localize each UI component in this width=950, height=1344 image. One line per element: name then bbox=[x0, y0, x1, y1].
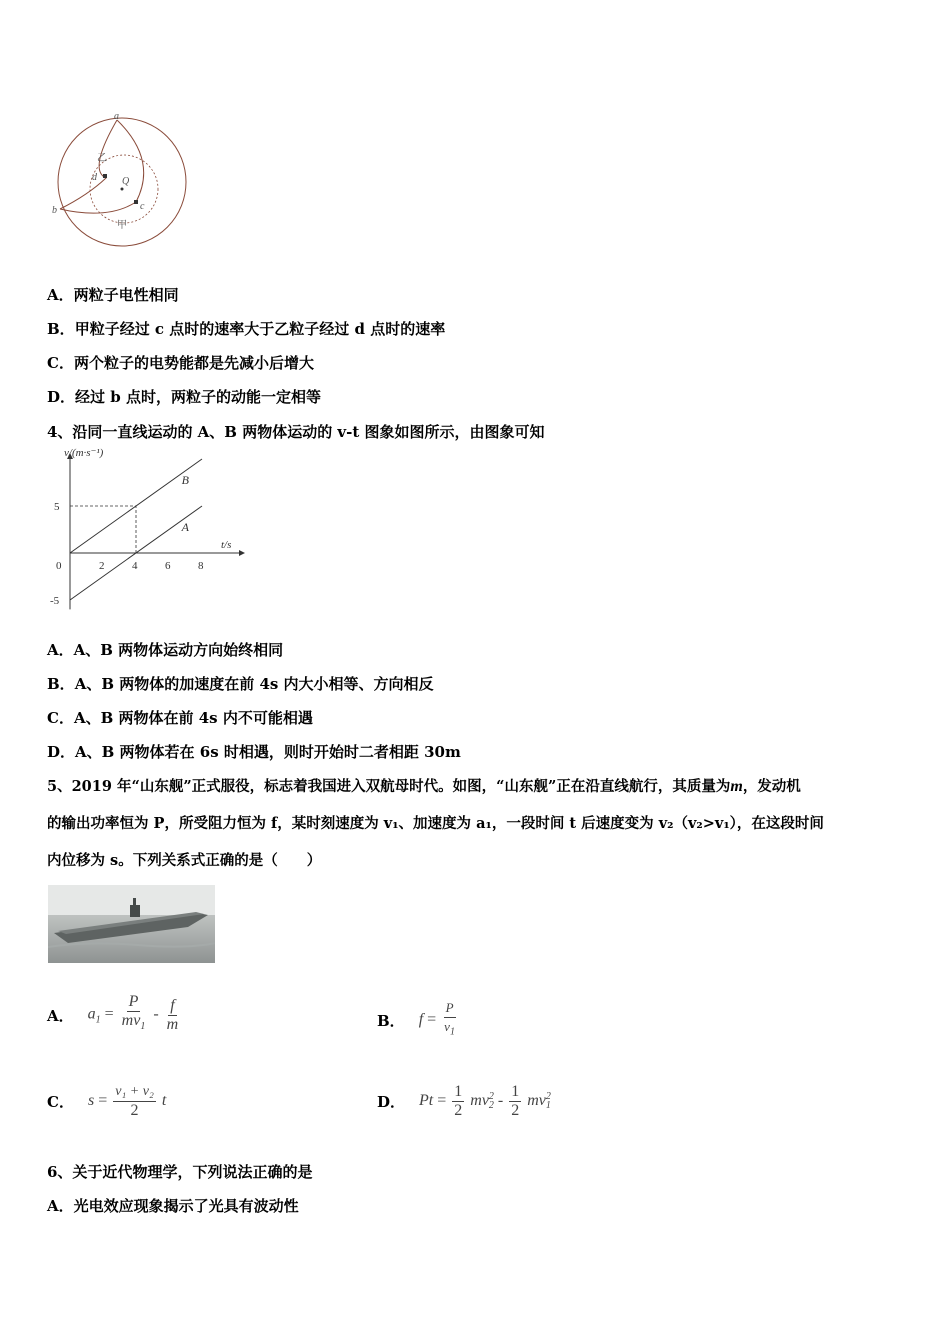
formula-c-eq: = bbox=[98, 1091, 108, 1109]
formula-d-term2: mv bbox=[527, 1091, 546, 1109]
formula-d-term1: mv bbox=[470, 1091, 489, 1109]
carrier-island bbox=[130, 905, 140, 917]
formula-b-frac-den bbox=[442, 1018, 457, 1042]
q5-option-d bbox=[377, 1075, 551, 1127]
label-yi: 乙 bbox=[97, 153, 107, 164]
y-tick-label: -5 bbox=[50, 595, 60, 607]
q6-stem: 6、关于近代物理学，下列说法正确的是 bbox=[47, 1163, 313, 1181]
label-b: b bbox=[52, 205, 57, 216]
option-label: A． bbox=[47, 286, 74, 304]
point-q bbox=[121, 188, 124, 191]
formula-b-frac-num: P bbox=[444, 999, 456, 1018]
formula-d-eq: = bbox=[437, 1091, 447, 1109]
formula-a bbox=[88, 993, 183, 1036]
formula-d-frac1-num: 1 bbox=[454, 1082, 463, 1100]
x-axis-label: t/s bbox=[221, 539, 232, 551]
formula-c-frac bbox=[113, 1083, 156, 1120]
q4-option-a bbox=[47, 640, 283, 660]
formula-c-t: t bbox=[161, 1091, 167, 1109]
option-text: 两粒子电性相同 bbox=[73, 286, 179, 304]
formula-d-term2-sub: 1 bbox=[545, 1100, 551, 1111]
q4-stem: 4、沿同一直线运动的 A、B 两物体运动的 v-t 图象如图所示，由图象可知 bbox=[47, 423, 545, 441]
x-tick-label: 4 bbox=[132, 560, 138, 572]
label-q: Q bbox=[122, 176, 130, 187]
point-c bbox=[134, 200, 138, 204]
formula-d-term2-sup: 2 bbox=[545, 1091, 551, 1102]
formula-a-frac2-den: m bbox=[166, 1015, 179, 1033]
option-label: B． bbox=[47, 675, 75, 693]
q4-option-c bbox=[47, 708, 313, 728]
option-text: 光电效应现象揭示了光具有波动性 bbox=[73, 1197, 299, 1215]
q3-option-d bbox=[47, 387, 321, 407]
option-label: A． bbox=[47, 1006, 74, 1025]
formula-d-minus: - bbox=[497, 1091, 504, 1109]
option-label: B． bbox=[377, 1011, 405, 1030]
q3-option-c bbox=[47, 353, 314, 373]
q5-stem-line1 bbox=[47, 777, 801, 797]
trajectory-yi bbox=[60, 120, 117, 209]
formula-a-frac1-den bbox=[120, 1012, 148, 1036]
formula-b bbox=[419, 999, 459, 1042]
point-d bbox=[103, 174, 107, 178]
aircraft-carrier-photo bbox=[48, 885, 215, 963]
q6-option-a bbox=[47, 1196, 299, 1216]
formula-a-frac1-den-sub: 1 bbox=[140, 1021, 146, 1033]
option-label: D． bbox=[47, 743, 76, 761]
option-text: A、B 两物体的加速度在前 4s 内大小相等、方向相反 bbox=[74, 675, 434, 693]
q4-option-d bbox=[47, 742, 461, 762]
formula-d-frac1-den: 2 bbox=[454, 1101, 463, 1119]
formula-a-minus: - bbox=[153, 1005, 159, 1023]
option-label: A． bbox=[47, 1197, 74, 1215]
formula-a-frac1-den-main: mv bbox=[121, 1012, 141, 1030]
q5-option-a bbox=[47, 990, 182, 1040]
formula-d-lhs: Pt bbox=[419, 1091, 434, 1109]
option-text: 甲粒子经过 c 点时的速率大于乙粒子经过 d 点时的速率 bbox=[74, 320, 446, 338]
series-label-a: A bbox=[181, 519, 189, 534]
q5-stem-m: m bbox=[730, 778, 743, 795]
formula-d-term1-sup: 2 bbox=[488, 1091, 494, 1102]
x-axis-arrow bbox=[239, 550, 245, 556]
option-label: D． bbox=[47, 388, 76, 406]
option-label: D． bbox=[377, 1092, 406, 1111]
q3-option-a bbox=[47, 285, 179, 305]
formula-c-frac-den: 2 bbox=[130, 1101, 139, 1119]
x-tick-label: 0 bbox=[56, 560, 62, 572]
x-tick-label: 8 bbox=[198, 560, 204, 572]
formula-a-eq: = bbox=[104, 1005, 114, 1023]
q5-stem-line3: 内位移为 s。下列关系式正确的是（ ） bbox=[47, 852, 322, 869]
x-tick-label: 6 bbox=[165, 560, 171, 572]
vt-graph bbox=[40, 448, 260, 618]
formula-b-frac bbox=[442, 999, 457, 1042]
trajectory-jia bbox=[60, 120, 144, 213]
option-text: 经过 b 点时，两粒子的动能一定相等 bbox=[75, 388, 321, 406]
q3-option-b bbox=[47, 319, 445, 339]
label-c: c bbox=[140, 201, 145, 212]
q5-option-c bbox=[47, 1075, 166, 1127]
option-label: C． bbox=[47, 709, 74, 727]
formula-d-term1-sub: 2 bbox=[488, 1100, 494, 1111]
q4-option-b bbox=[47, 674, 434, 694]
option-label: B． bbox=[47, 320, 75, 338]
option-text: A、B 两物体运动方向始终相同 bbox=[73, 641, 284, 659]
formula-c bbox=[88, 1083, 166, 1120]
option-label: C． bbox=[47, 1092, 74, 1111]
option-text: A、B 两物体若在 6s 时相遇，则时开始时二者相距 30m bbox=[75, 743, 461, 761]
option-text: 两个粒子的电势能都是先减小后增大 bbox=[73, 354, 314, 372]
formula-d-frac2-num: 1 bbox=[511, 1082, 520, 1100]
q5-option-b bbox=[377, 995, 459, 1045]
formula-a-frac2 bbox=[165, 997, 181, 1034]
option-label: C． bbox=[47, 354, 74, 372]
label-a: a bbox=[114, 111, 119, 122]
formula-a-frac1 bbox=[120, 993, 148, 1036]
formula-d bbox=[419, 1083, 551, 1120]
formula-c-frac-num: v₁ + v₂ bbox=[113, 1083, 156, 1102]
formula-b-lhs: f bbox=[418, 1010, 424, 1028]
formula-a-lhs: a bbox=[87, 1005, 96, 1023]
option-label: A． bbox=[47, 641, 74, 659]
label-d: d bbox=[92, 172, 97, 183]
q5-stem-line2: 的输出功率恒为 P，所受阻力恒为 f，某时刻速度为 v₁、加速度为 a₁，一段时间 t 后速度变为 v₂（v₂>v₁），在这段时间 bbox=[47, 815, 824, 832]
q5-stem-text: 5、2019 年“山东舰”正式服役，标志着我国进入双航母时代。如图，“山东舰”正在沿直线航行，其质量为 bbox=[47, 778, 731, 795]
formula-a-frac1-num: P bbox=[128, 993, 139, 1011]
formula-d-frac2-den: 2 bbox=[511, 1101, 520, 1119]
formula-b-frac-den-main: v bbox=[444, 1018, 450, 1034]
x-tick-label: 2 bbox=[99, 560, 105, 572]
formula-a-frac2-num: f bbox=[170, 996, 175, 1014]
label-jia: 甲 bbox=[117, 220, 127, 231]
y-tick-label: 5 bbox=[54, 501, 60, 513]
q5-stem-text-end: ，发动机 bbox=[742, 778, 801, 795]
circle-field-figure bbox=[48, 110, 193, 250]
option-text: A、B 两物体在前 4s 内不可能相遇 bbox=[73, 709, 313, 727]
formula-d-frac1 bbox=[452, 1083, 464, 1120]
y-axis-label: v/(m·s⁻¹) bbox=[64, 448, 104, 459]
formula-c-lhs: s bbox=[87, 1091, 95, 1109]
formula-b-frac-den-sub: 1 bbox=[449, 1026, 455, 1038]
formula-b-eq: = bbox=[427, 1010, 437, 1028]
formula-a-lhs-sub: 1 bbox=[95, 1014, 101, 1026]
series-label-b: B bbox=[181, 472, 189, 487]
formula-d-frac2 bbox=[509, 1083, 521, 1120]
